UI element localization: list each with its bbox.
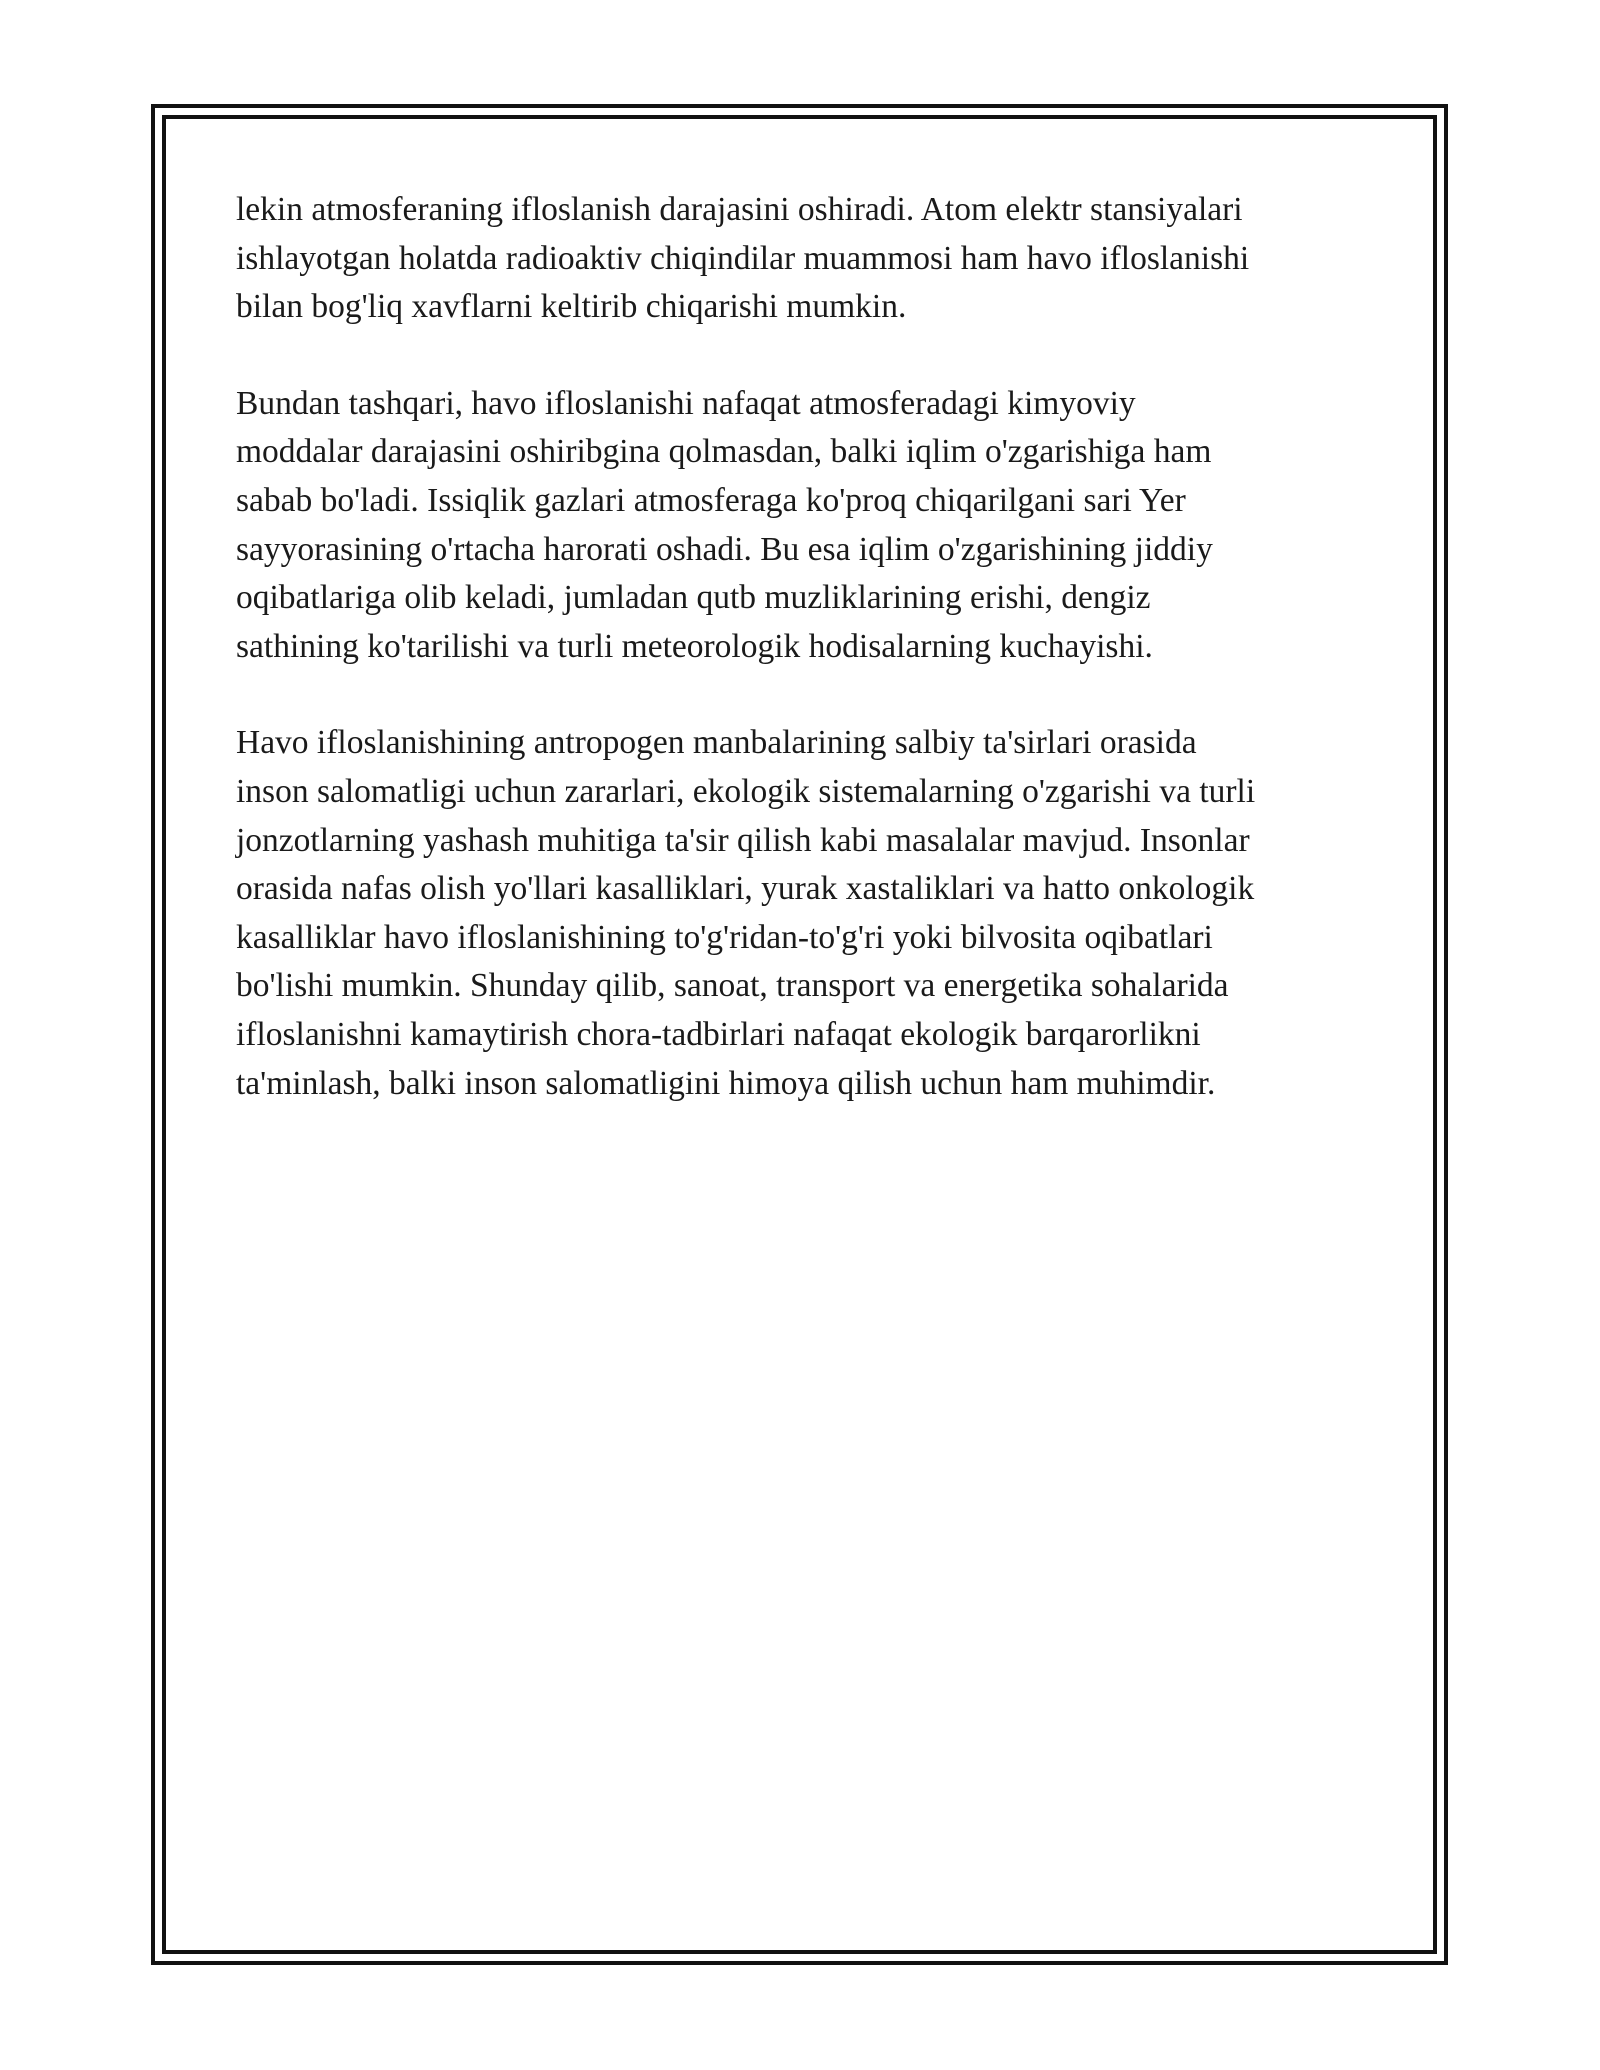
text-line: inson salomatligi uchun zararlari, ekologik sistemalarning o'zgarishi va turli [236, 772, 1256, 810]
paragraph-3 [236, 719, 1366, 1108]
text-line: bo'lishi mumkin. Shunday qilib, sanoat, transport va energetika sohalarida [236, 967, 1229, 1005]
text-line: orasida nafas olish yo'llari kasalliklari, yurak xastaliklari va hatto onkologik [236, 870, 1255, 908]
text-line: ta'minlash, balki inson salomatligini himoya qilish uchun ham muhimdir. [236, 1064, 1216, 1102]
text-line: sabab bo'ladi. Issiqlik gazlari atmosferaga ko'proq chiqarilgani sari Yer [236, 481, 1186, 519]
text-line: jonzotlarning yashash muhitiga ta'sir qilish kabi masalalar mavjud. Insonlar [236, 821, 1250, 859]
text-line: Havo ifloslanishining antropogen manbalarining salbiy ta'sirlari orasida [236, 724, 1197, 762]
text-line: ishlayotgan holatda radioaktiv chiqindilar muammosi ham havo ifloslanishi [236, 239, 1250, 277]
text-line: ifloslanishni kamaytirish chora-tadbirlari nafaqat ekologik barqarorlikni [236, 1015, 1201, 1053]
paragraph-1 [236, 186, 1366, 332]
text-line: sathining ko'tarilishi va turli meteorologik hodisalarning kuchayishi. [236, 627, 1153, 665]
text-line: lekin atmosferaning ifloslanish darajasini oshiradi. Atom elektr stansiyalari [236, 191, 1243, 228]
document-body [236, 186, 1366, 1156]
text-line: moddalar darajasini oshiribgina qolmasdan, balki iqlim o'zgarishiga ham [236, 433, 1212, 471]
text-line: kasalliklar havo ifloslanishining to'g'ridan-to'g'ri yoki bilvosita oqibatlari [236, 918, 1213, 956]
text-line: sayyorasining o'rtacha harorati oshadi. Bu esa iqlim o'zgarishining jiddiy [236, 530, 1213, 568]
text-line: bilan bog'liq xavflarni keltirib chiqarishi mumkin. [236, 288, 907, 326]
text-line: Bundan tashqari, havo ifloslanishi nafaqat atmosferadagi kimyoviy [236, 384, 1136, 422]
text-line: oqibatlariga olib keladi, jumladan qutb muzliklarining erishi, dengiz [236, 579, 1151, 617]
paragraph-2 [236, 380, 1366, 672]
